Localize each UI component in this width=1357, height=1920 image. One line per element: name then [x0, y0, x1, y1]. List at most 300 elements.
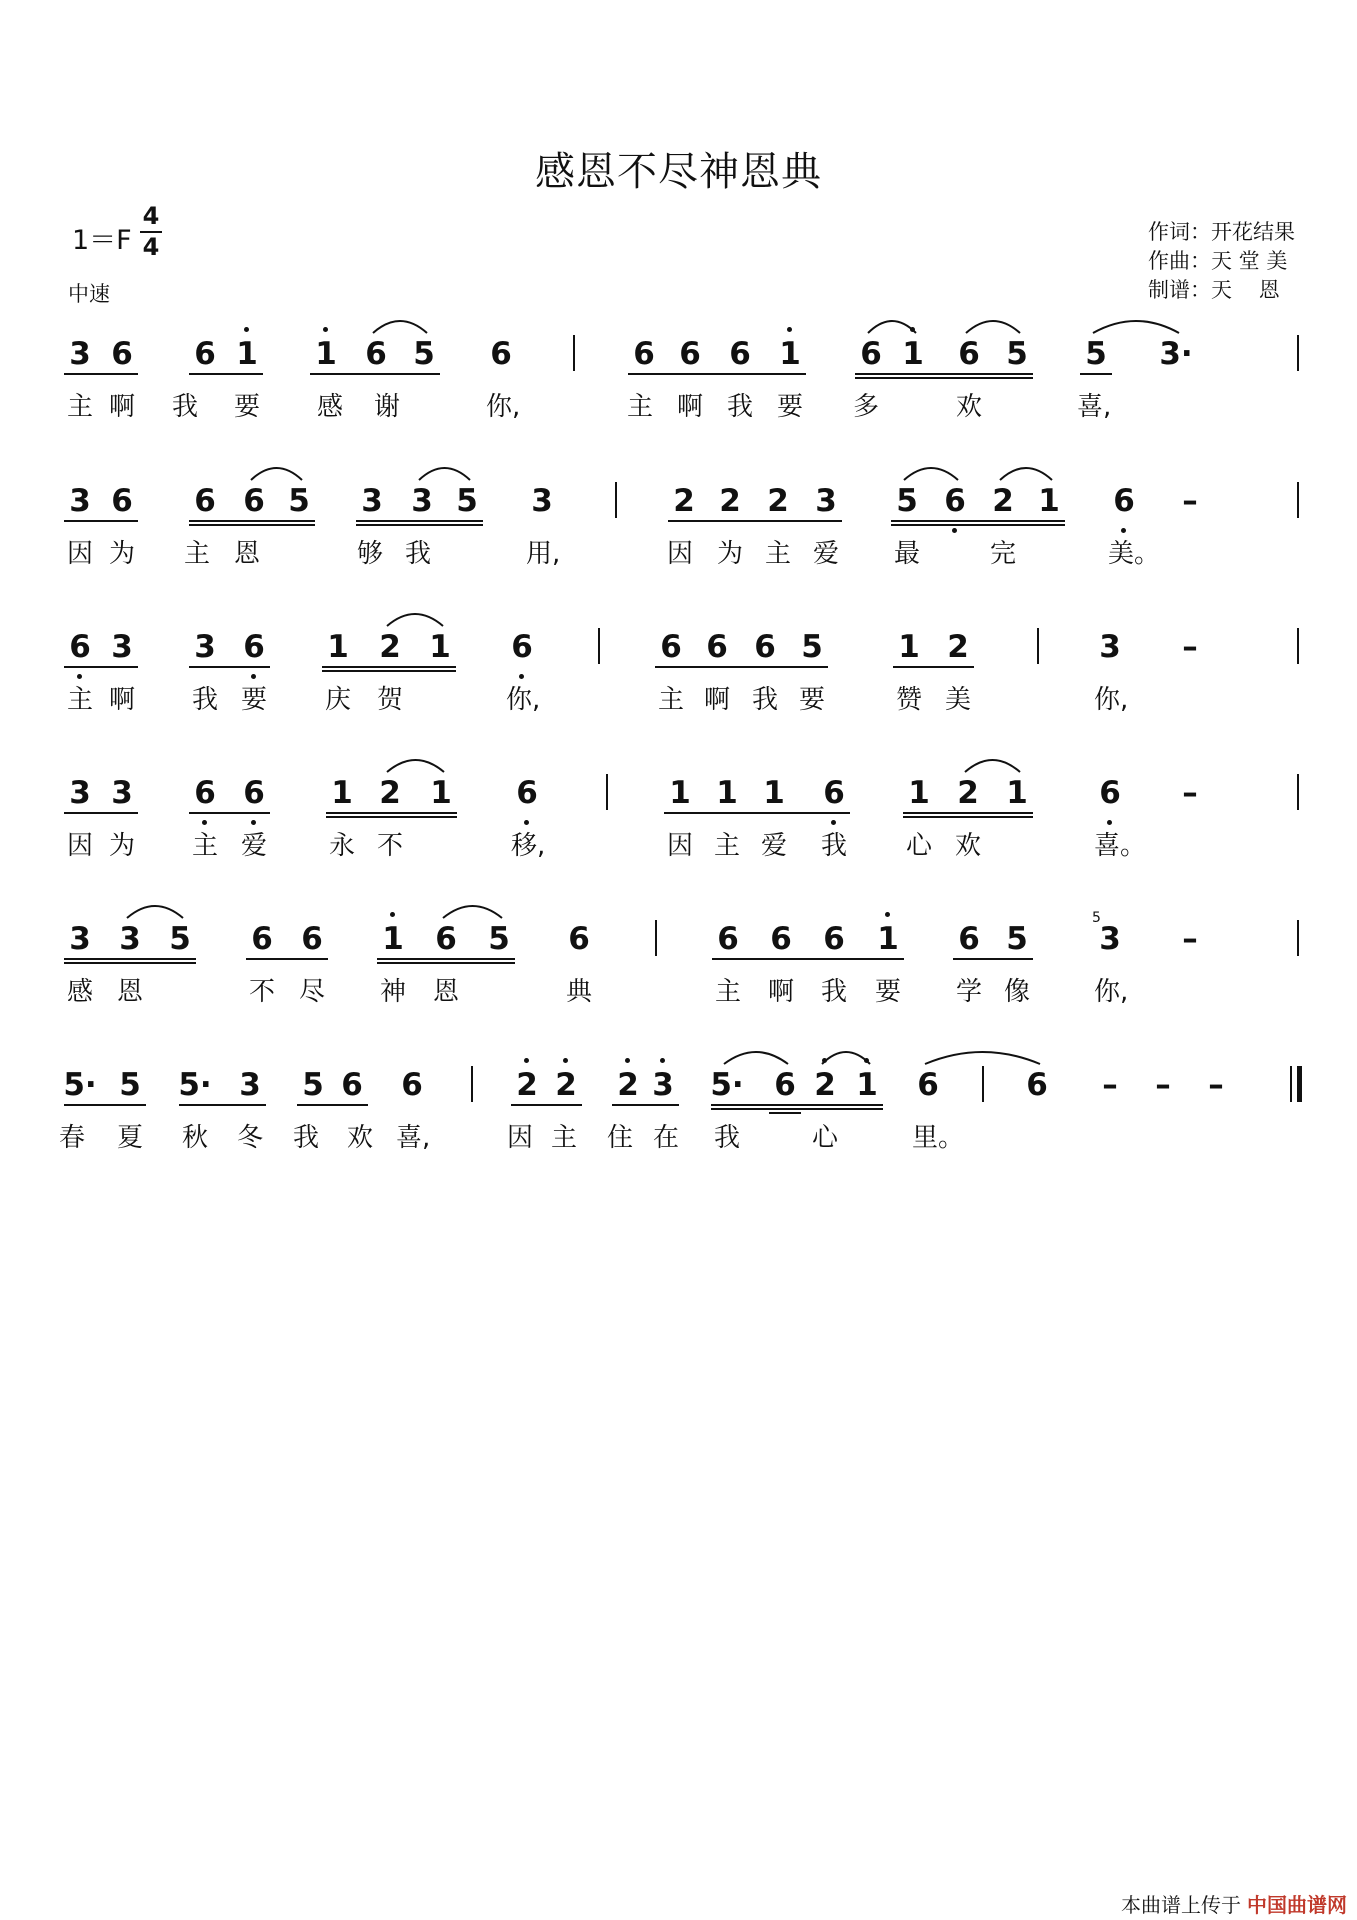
- note: 6: [365, 336, 387, 372]
- high-octave-dot: [885, 912, 890, 917]
- beam-underline: [189, 520, 315, 522]
- slur-tie: [417, 462, 472, 482]
- note: 5: [413, 336, 435, 372]
- beam-underline: [64, 666, 138, 668]
- lyric-syllable: 啊: [767, 977, 794, 1007]
- beam-underline: [189, 524, 315, 526]
- lyric-syllable: 不: [376, 831, 403, 861]
- beam-underline: [297, 1104, 368, 1106]
- lyric-syllable: 啊: [703, 685, 730, 715]
- beam-underline: [855, 373, 1033, 375]
- note: 6: [717, 921, 739, 957]
- slur-tie: [820, 1046, 872, 1066]
- lyric-syllable: 我: [404, 539, 431, 569]
- lyric-syllable: 因: [666, 539, 693, 569]
- credit-composer: 作曲：天 堂 美: [1148, 249, 1288, 273]
- lyric-syllable: 够: [356, 539, 383, 569]
- beam-underline: [64, 962, 196, 964]
- note-dash: –: [1155, 1067, 1171, 1103]
- low-octave-dot: [524, 820, 529, 825]
- lyric-syllable: 秋: [181, 1123, 208, 1153]
- beam-underline: [664, 812, 850, 814]
- beam-underline: [246, 958, 328, 960]
- note: 2: [379, 629, 401, 665]
- lyric-syllable: 最: [893, 539, 920, 569]
- time-sig-numerator: 4: [142, 202, 160, 230]
- slur-tie: [722, 1046, 790, 1066]
- beam-underline: [326, 816, 457, 818]
- note: 5: [1006, 336, 1028, 372]
- lyric-syllable: 像: [1003, 977, 1030, 1007]
- key-signature: 1＝F: [72, 225, 132, 256]
- note: 6: [774, 1067, 796, 1103]
- lyric-syllable: 尽: [298, 977, 325, 1007]
- note-dash: –: [1208, 1067, 1224, 1103]
- note: 5: [169, 921, 191, 957]
- note: 1: [382, 921, 404, 957]
- lyric-syllable: 因: [506, 1123, 533, 1153]
- slur-tie: [441, 900, 504, 920]
- barline: [1297, 482, 1299, 518]
- lyric-syllable: 感: [66, 977, 93, 1007]
- low-octave-dot: [251, 820, 256, 825]
- beam-underline: [612, 1104, 679, 1106]
- note: 3: [411, 483, 433, 519]
- note: 6: [706, 629, 728, 665]
- note: 6: [516, 775, 538, 811]
- lyric-syllable: 因: [666, 831, 693, 861]
- note: 5: [288, 483, 310, 519]
- lyric-syllable: 为: [716, 539, 743, 569]
- note: 2: [719, 483, 741, 519]
- note: 3: [652, 1067, 674, 1103]
- lyric-syllable: 主: [66, 685, 93, 715]
- lyric-syllable: 谢: [373, 392, 400, 422]
- beam-underline: [64, 812, 138, 814]
- lyric-syllable: 住: [606, 1123, 633, 1153]
- note: 3: [69, 483, 91, 519]
- note-dash: –: [1102, 1067, 1118, 1103]
- beam-underline: [322, 666, 456, 668]
- lyric-syllable: 典: [565, 977, 592, 1007]
- low-octave-dot: [77, 674, 82, 679]
- barline: [655, 920, 657, 956]
- lyric-syllable: 里。: [912, 1123, 965, 1153]
- note: 2: [673, 483, 695, 519]
- note: 6: [944, 483, 966, 519]
- high-octave-dot: [524, 1058, 529, 1063]
- lyric-syllable: 为: [108, 539, 135, 569]
- lyric-syllable: 用,: [526, 539, 561, 569]
- beam-underline: [855, 377, 1033, 379]
- note: 2: [516, 1067, 538, 1103]
- barline: [1297, 335, 1299, 371]
- beam-underline: [189, 812, 270, 814]
- note: 6: [729, 336, 751, 372]
- note: 5: [488, 921, 510, 957]
- note: 6: [194, 336, 216, 372]
- note: 6: [917, 1067, 939, 1103]
- beam-underline: [511, 1104, 582, 1106]
- beam-underline: [668, 520, 842, 522]
- note: 2: [379, 775, 401, 811]
- note: 5: [1085, 336, 1107, 372]
- grace-note: 5: [1092, 910, 1101, 926]
- lyric-syllable: 永: [328, 831, 355, 861]
- low-octave-dot: [831, 820, 836, 825]
- note: 2: [957, 775, 979, 811]
- beam-underline: [377, 958, 515, 960]
- note: 6: [435, 921, 457, 957]
- note: 6: [958, 921, 980, 957]
- song-title: 感恩不尽神恩典: [535, 149, 822, 195]
- lyric-syllable: 爱: [760, 831, 787, 861]
- slur-tie: [1091, 315, 1181, 335]
- score-system-3: [0, 630, 1357, 750]
- score-system-4: [0, 776, 1357, 896]
- high-octave-dot: [660, 1058, 665, 1063]
- note: 1: [327, 629, 349, 665]
- lyric-syllable: 恩: [116, 977, 143, 1007]
- lyric-syllable: 主: [191, 831, 218, 861]
- beam-underline: [64, 373, 138, 375]
- note: 1: [1038, 483, 1060, 519]
- note: 5: [456, 483, 478, 519]
- note-dash: –: [1182, 921, 1198, 957]
- lyric-syllable: 主: [657, 685, 684, 715]
- note: 6: [490, 336, 512, 372]
- low-octave-dot: [251, 674, 256, 679]
- note: 6: [660, 629, 682, 665]
- watermark-text: 本曲谱上传于: [1121, 1892, 1241, 1917]
- high-octave-dot: [244, 327, 249, 332]
- beam-underline: [356, 524, 483, 526]
- lyric-syllable: 神: [379, 977, 406, 1007]
- note: 6: [860, 336, 882, 372]
- note: 6: [823, 775, 845, 811]
- note: 5·: [178, 1067, 212, 1103]
- note: 6: [401, 1067, 423, 1103]
- score-system-1: [0, 337, 1357, 457]
- note: 3: [111, 629, 133, 665]
- note: 1: [429, 629, 451, 665]
- note: 6: [823, 921, 845, 957]
- note: 3: [361, 483, 383, 519]
- beam-underline: [891, 524, 1065, 526]
- barline: [982, 1066, 984, 1102]
- high-octave-dot: [390, 912, 395, 917]
- beam-underline: [326, 812, 457, 814]
- barline: [615, 482, 617, 518]
- lyric-syllable: 夏: [116, 1123, 143, 1153]
- note: 6: [69, 629, 91, 665]
- score-system-5: [0, 910, 1357, 1042]
- beam-underline: [712, 958, 904, 960]
- note: 1: [315, 336, 337, 372]
- barline: [1297, 920, 1299, 956]
- score-system-2: [0, 484, 1357, 604]
- beam-underline: [711, 1104, 883, 1106]
- note: 3: [69, 336, 91, 372]
- barline: [1037, 628, 1039, 664]
- note: 6: [194, 775, 216, 811]
- lyric-syllable: 爱: [812, 539, 839, 569]
- note: 3: [194, 629, 216, 665]
- lyric-syllable: 主: [626, 392, 653, 422]
- note: 1: [877, 921, 899, 957]
- note: 2: [617, 1067, 639, 1103]
- beam-underline: [903, 816, 1033, 818]
- note: 1: [779, 336, 801, 372]
- note: 6: [1026, 1067, 1048, 1103]
- final-barline: [1290, 1066, 1302, 1102]
- note: 6: [958, 336, 980, 372]
- barline: [606, 774, 608, 810]
- note: 6: [754, 629, 776, 665]
- beam-underline: [189, 373, 263, 375]
- lyric-syllable: 冬: [236, 1123, 263, 1153]
- slur-tie: [902, 462, 960, 482]
- lyric-syllable: 移,: [511, 831, 546, 861]
- lyric-syllable: 恩: [432, 977, 459, 1007]
- slur-tie: [866, 315, 918, 335]
- slur-tie: [385, 608, 445, 628]
- note: 3: [69, 775, 91, 811]
- lyric-syllable: 赞: [895, 685, 922, 715]
- high-octave-dot: [787, 327, 792, 332]
- lyric-syllable: 喜,: [1077, 392, 1112, 422]
- note-dash: –: [1182, 629, 1198, 665]
- lyric-syllable: 心: [905, 831, 932, 861]
- lyric-syllable: 我: [171, 392, 198, 422]
- beam-underline: [64, 520, 138, 522]
- note: 2: [814, 1067, 836, 1103]
- low-octave-dot: [519, 674, 524, 679]
- lyric-syllable: 我: [751, 685, 778, 715]
- note: 3: [531, 483, 553, 519]
- note: 6: [633, 336, 655, 372]
- lyric-syllable: 你,: [506, 685, 541, 715]
- lyric-syllable: 庆: [324, 685, 351, 715]
- note: 5: [801, 629, 823, 665]
- lyric-syllable: 我: [820, 831, 847, 861]
- note: 3: [119, 921, 141, 957]
- lyric-syllable: 我: [292, 1123, 319, 1153]
- lyric-syllable: 主: [66, 392, 93, 422]
- note: 6: [194, 483, 216, 519]
- beam-underline: [179, 1104, 266, 1106]
- lyric-syllable: 主: [550, 1123, 577, 1153]
- barline: [471, 1066, 473, 1102]
- beam-underline: [711, 1108, 883, 1110]
- lyric-syllable: 你,: [486, 392, 521, 422]
- lyric-syllable: 啊: [108, 685, 135, 715]
- slur-tie: [249, 462, 304, 482]
- beam-underline: [953, 958, 1033, 960]
- high-octave-dot: [625, 1058, 630, 1063]
- note: 1: [430, 775, 452, 811]
- credit-arranger: 制谱：天 恩: [1148, 278, 1280, 302]
- lyric-syllable: 美。: [1108, 539, 1161, 569]
- lyric-syllable: 啊: [108, 392, 135, 422]
- lyric-syllable: 欢: [954, 831, 981, 861]
- lyric-syllable: 欢: [955, 392, 982, 422]
- note: 5: [1006, 921, 1028, 957]
- beam-underline: [377, 962, 515, 964]
- lyric-syllable: 你,: [1094, 685, 1129, 715]
- time-sig-denominator: 4: [142, 233, 160, 261]
- lyric-syllable: 不: [248, 977, 275, 1007]
- note: 6: [568, 921, 590, 957]
- note-dash: –: [1182, 775, 1198, 811]
- lyric-syllable: 喜。: [1094, 831, 1147, 861]
- lyric-syllable: 欢: [346, 1123, 373, 1153]
- beam-underline: [769, 1112, 801, 1114]
- watermark: [1121, 1886, 1347, 1920]
- note: 1: [908, 775, 930, 811]
- note: 1: [1006, 775, 1028, 811]
- barline: [598, 628, 600, 664]
- note: 6: [1113, 483, 1135, 519]
- note: 1: [856, 1067, 878, 1103]
- slur-tie: [923, 1046, 1042, 1066]
- slur-tie: [998, 462, 1054, 482]
- note: 6: [111, 336, 133, 372]
- note: 6: [243, 483, 265, 519]
- low-octave-dot: [1107, 820, 1112, 825]
- barline: [1297, 774, 1299, 810]
- beam-underline: [891, 520, 1065, 522]
- score-system-6: [0, 1068, 1357, 1188]
- lyric-syllable: 学: [955, 977, 982, 1007]
- lyric-syllable: 完: [989, 539, 1016, 569]
- slur-tie: [964, 315, 1022, 335]
- low-octave-dot: [1121, 528, 1126, 533]
- note-dash: –: [1182, 483, 1198, 519]
- lyric-syllable: 美: [944, 685, 971, 715]
- beam-underline: [893, 666, 974, 668]
- note: 6: [511, 629, 533, 665]
- barline: [1297, 628, 1299, 664]
- lyric-syllable: 主: [764, 539, 791, 569]
- low-octave-dot: [202, 820, 207, 825]
- note: 5: [896, 483, 918, 519]
- note: 6: [770, 921, 792, 957]
- beam-underline: [322, 670, 456, 672]
- note: 5: [302, 1067, 324, 1103]
- note: 1: [763, 775, 785, 811]
- note: 1: [898, 629, 920, 665]
- lyric-syllable: 要: [874, 977, 901, 1007]
- beam-underline: [310, 373, 440, 375]
- credits: [1148, 218, 1295, 305]
- note: 3: [69, 921, 91, 957]
- tempo-marking: 中速: [68, 282, 110, 306]
- lyric-syllable: 我: [191, 685, 218, 715]
- note: 5·: [710, 1067, 744, 1103]
- lyric-syllable: 啊: [676, 392, 703, 422]
- lyric-syllable: 因: [66, 539, 93, 569]
- lyric-syllable: 贺: [376, 685, 403, 715]
- slur-tie: [371, 315, 429, 335]
- note: 3·: [1159, 336, 1193, 372]
- low-octave-dot: [952, 528, 957, 533]
- slur-tie: [125, 900, 185, 920]
- lyric-syllable: 要: [240, 685, 267, 715]
- beam-underline: [64, 1104, 146, 1106]
- lyric-syllable: 我: [726, 392, 753, 422]
- note: 3: [1099, 629, 1121, 665]
- note: 3: [111, 775, 133, 811]
- note: 6: [341, 1067, 363, 1103]
- time-signature: [140, 203, 162, 261]
- lyric-syllable: 我: [713, 1123, 740, 1153]
- beam-underline: [903, 812, 1033, 814]
- note: 6: [1099, 775, 1121, 811]
- barline: [573, 335, 575, 371]
- lyric-syllable: 主: [713, 831, 740, 861]
- lyric-syllable: 爱: [240, 831, 267, 861]
- note: 1: [902, 336, 924, 372]
- note: 5: [119, 1067, 141, 1103]
- lyric-syllable: 恩: [233, 539, 260, 569]
- note: 3: [239, 1067, 261, 1103]
- beam-underline: [1080, 373, 1112, 375]
- note: 1: [236, 336, 258, 372]
- note: 2: [555, 1067, 577, 1103]
- lyric-syllable: 你,: [1094, 977, 1129, 1007]
- high-octave-dot: [323, 327, 328, 332]
- lyric-syllable: 多: [852, 392, 879, 422]
- note: 3: [1099, 921, 1121, 957]
- slur-tie: [963, 754, 1022, 774]
- beam-underline: [628, 373, 806, 375]
- note: 1: [331, 775, 353, 811]
- lyric-syllable: 在: [652, 1123, 679, 1153]
- high-octave-dot: [563, 1058, 568, 1063]
- beam-underline: [64, 958, 196, 960]
- slur-tie: [385, 754, 446, 774]
- beam-underline: [356, 520, 483, 522]
- note: 6: [111, 483, 133, 519]
- lyric-syllable: 感: [316, 392, 343, 422]
- lyric-syllable: 心: [811, 1123, 838, 1153]
- beam-underline: [655, 666, 828, 668]
- note: 6: [243, 775, 265, 811]
- note: 2: [947, 629, 969, 665]
- watermark-brand: 中国曲谱网: [1247, 1892, 1347, 1917]
- lyric-syllable: 主: [183, 539, 210, 569]
- lyric-syllable: 我: [820, 977, 847, 1007]
- lyric-syllable: 要: [776, 392, 803, 422]
- note: 6: [301, 921, 323, 957]
- note: 1: [716, 775, 738, 811]
- credit-lyricist: 作词：开花结果: [1148, 220, 1295, 244]
- lyric-syllable: 喜,: [396, 1123, 431, 1153]
- note: 6: [679, 336, 701, 372]
- lyric-syllable: 为: [108, 831, 135, 861]
- note: 6: [251, 921, 273, 957]
- note: 5·: [63, 1067, 97, 1103]
- note: 3: [815, 483, 837, 519]
- note: 6: [243, 629, 265, 665]
- note: 2: [767, 483, 789, 519]
- note: 1: [669, 775, 691, 811]
- note: 2: [992, 483, 1014, 519]
- lyric-syllable: 主: [714, 977, 741, 1007]
- lyric-syllable: 要: [233, 392, 260, 422]
- lyric-syllable: 春: [58, 1123, 85, 1153]
